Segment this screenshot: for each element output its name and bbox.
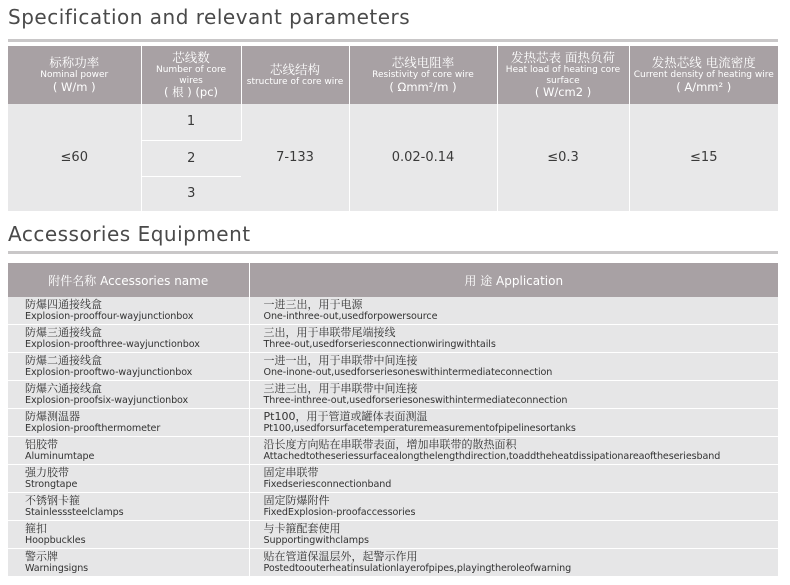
accessory-name-zh: 不锈钢卡箍: [25, 493, 80, 507]
accessory-application-zh: 贴在管道保温层外，起警示作用: [263, 549, 418, 563]
accessory-application-cell: [249, 381, 778, 409]
accessory-name-en: Aluminumtape: [25, 450, 95, 462]
accessory-application-en: Three-out,usedforseriesconnectionwiringwithtails: [263, 338, 496, 350]
accessory-row: [8, 297, 778, 325]
header-nominal-power: [8, 46, 141, 104]
spec-title-rule: [8, 39, 778, 42]
accessory-name-cell: [8, 353, 249, 381]
accessory-name-zh: 防爆二通接线盒: [25, 353, 102, 367]
accessory-name-en: Explosion-prooffour-wayjunctionbox: [25, 310, 194, 322]
accessory-row: [8, 521, 778, 549]
accessory-row: [8, 493, 778, 521]
header-unit: ( W/cm2 ): [534, 84, 592, 99]
resistivity-value: 0.02-0.14: [349, 104, 497, 211]
accessory-row: [8, 381, 778, 409]
accessory-application-zh: 沿长度方向贴在串联带表面，增加串联带的散热面积: [263, 437, 517, 451]
accessory-application-cell: [249, 549, 778, 577]
header-zh: 芯线数: [172, 49, 210, 65]
header-core-count: [141, 46, 241, 104]
accessory-name-cell: [8, 437, 249, 465]
accessory-row: [8, 549, 778, 577]
accessories-body: [8, 297, 778, 577]
header-zh: 发热芯表 面热负荷: [511, 49, 615, 65]
header-accessories-name: 附件名称 Accessories name: [8, 263, 249, 297]
accessory-name-en: Warningsigns: [25, 562, 89, 574]
accessories-table: [8, 263, 778, 577]
accessory-name-cell: [8, 409, 249, 437]
accessory-name-cell: [8, 549, 249, 577]
core-count-value: 3: [141, 176, 241, 211]
accessory-application-zh: 一进一出，用于串联带中间连接: [263, 353, 418, 367]
accessory-name-cell: [8, 521, 249, 549]
accessory-application-cell: [249, 353, 778, 381]
header-unit: ( 根 ) (pc): [163, 84, 219, 99]
accessory-application-en: Fixedseriesconnectionband: [263, 478, 392, 490]
accessory-name-zh: 防爆测温器: [25, 409, 80, 423]
spec-table: [8, 46, 778, 212]
accessory-application-en: FixedExplosion-proofaccessories: [263, 506, 416, 518]
accessory-name-zh: 警示牌: [25, 549, 58, 563]
accessory-application-cell: [249, 493, 778, 521]
accessory-name-cell: [8, 493, 249, 521]
header-unit: ( W/m ): [52, 79, 96, 94]
accessory-name-zh: 箍扣: [25, 521, 47, 535]
accessories-title-rule: [8, 251, 778, 254]
accessory-row: [8, 325, 778, 353]
header-structure: [241, 46, 349, 104]
header-zh: 芯线结构: [269, 61, 320, 77]
accessory-application-en: One-inthree-out,usedforpowersource: [263, 310, 438, 322]
accessory-row: [8, 437, 778, 465]
accessory-application-zh: 三出，用于串联带尾端接线: [263, 325, 396, 339]
accessory-application-cell: [249, 325, 778, 353]
accessory-application-cell: [249, 437, 778, 465]
accessory-application-en: Attachedtotheseriessurfacealongthelengthdirection,toaddtheheatdissipationareaoftheseriesband: [263, 450, 721, 462]
header-zh: 芯线电阻率: [391, 55, 455, 71]
header-heat-load: [497, 46, 629, 104]
accessory-application-zh: 固定串联带: [263, 465, 319, 479]
accessory-name-zh: 强力胶带: [25, 465, 69, 479]
accessory-application-zh: 固定防爆附件: [263, 493, 330, 507]
accessory-application-en: Postedtoouterheatinsulationlayerofpipes,playingtheroleofwarning: [263, 562, 572, 574]
accessory-row: [8, 353, 778, 381]
accessory-application-cell: [249, 409, 778, 437]
header-resistivity: [349, 46, 497, 104]
header-unit: ( Ωmm²/m ): [389, 79, 457, 94]
accessory-name-cell: [8, 297, 249, 325]
nominal-power-value: ≤60: [8, 104, 141, 211]
header-zh: 标称功率: [49, 55, 100, 71]
accessory-name-en: Hoopbuckles: [25, 534, 86, 546]
accessories-section-title: Accessories Equipment: [8, 222, 251, 246]
header-unit: ( A/mm² ): [676, 79, 732, 94]
header-en: Current density of heating wire: [633, 70, 774, 81]
accessory-application-en: Pt100,usedforsurfacetemperaturemeasurementofpipelinesortanks: [263, 422, 576, 434]
spec-section-title: Specification and relevant parameters: [8, 5, 411, 29]
accessory-name-cell: [8, 381, 249, 409]
accessory-name-en: Explosion-proofthermometer: [25, 422, 161, 434]
header-en: Resistivity of core wire: [372, 70, 474, 81]
accessory-application-zh: 三进三出，用于串联带中间连接: [263, 381, 418, 395]
header-application: 用 途 Application: [249, 263, 778, 297]
accessory-application-cell: [249, 465, 778, 493]
core-count-value: 1: [141, 104, 241, 140]
accessory-application-zh: 与卡箍配套使用: [263, 521, 341, 535]
spec-data-row: [8, 104, 778, 140]
accessory-name-zh: 防爆六通接线盒: [25, 381, 102, 395]
core-count-value: 2: [141, 140, 241, 176]
accessory-name-en: Explosion-prooftwo-wayjunctionbox: [25, 366, 193, 378]
accessory-name-zh: 防爆四通接线盒: [25, 297, 102, 311]
accessories-header-row: [8, 263, 778, 297]
accessory-application-zh: 一进三出，用于电源: [263, 297, 363, 311]
accessory-name-en: Explosion-proofthree-wayjunctionbox: [25, 338, 200, 350]
accessory-name-cell: [8, 325, 249, 353]
spec-header-row: [8, 46, 778, 104]
accessory-name-cell: [8, 465, 249, 493]
accessory-application-cell: [249, 521, 778, 549]
accessory-name-en: Strongtape: [25, 478, 78, 490]
accessory-application-cell: [249, 297, 778, 325]
accessory-name-en: Explosion-proofsix-wayjunctionbox: [25, 394, 189, 406]
header-current-density: [629, 46, 778, 104]
accessory-name-zh: 铝胶带: [25, 437, 58, 451]
header-en: structure of core wire: [246, 77, 344, 88]
header-en: Heat load of heating core surface: [505, 65, 621, 86]
current-density-value: ≤15: [629, 104, 778, 211]
header-zh: 发热芯线 电流密度: [651, 55, 756, 71]
accessory-application-en: Supportingwithclamps: [263, 534, 369, 546]
header-en: Number of core wires: [155, 65, 227, 86]
accessory-row: [8, 465, 778, 493]
accessory-name-en: Stainlesssteelclamps: [25, 506, 124, 518]
accessory-name-zh: 防爆三通接线盒: [25, 325, 102, 339]
accessory-application-en: Three-inthree-out,usedforseriesoneswithintermediateconnection: [263, 394, 568, 406]
accessory-application-en: One-inone-out,usedforseriesoneswithintermediateconnection: [263, 366, 553, 378]
header-en: Nominal power: [40, 70, 109, 81]
structure-value: 7-133: [241, 104, 349, 211]
accessory-application-zh: Pt100，用于管道或罐体表面测温: [263, 409, 428, 423]
heat-load-value: ≤0.3: [497, 104, 629, 211]
accessory-row: [8, 409, 778, 437]
